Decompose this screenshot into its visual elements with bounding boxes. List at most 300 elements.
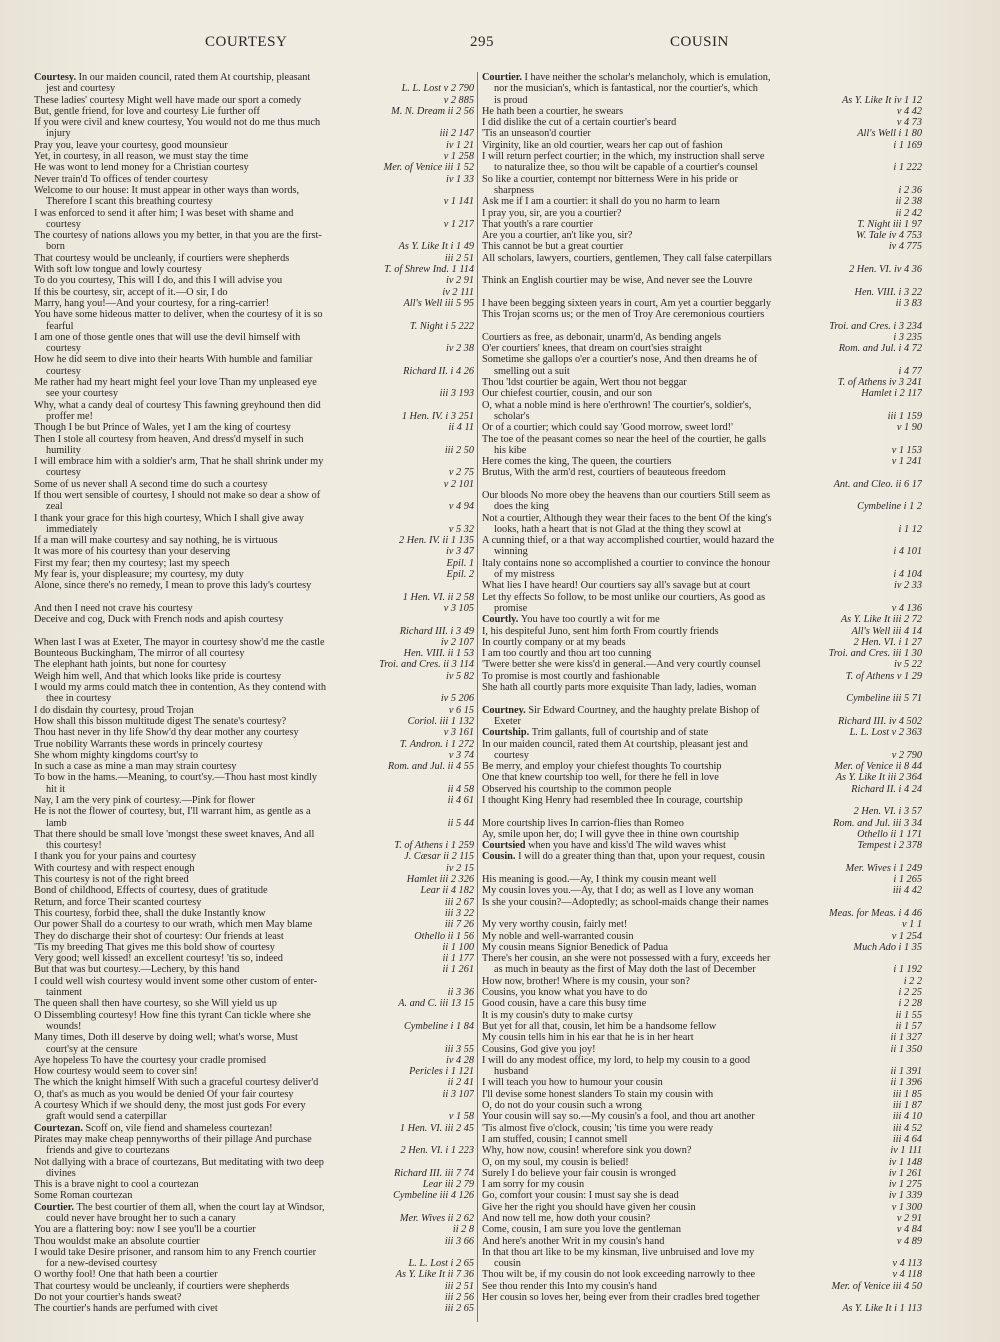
quotation-text: He hath been a courtier, he swears [482, 105, 624, 117]
concordance-entry [34, 1032, 474, 1055]
concordance-entry [482, 795, 922, 818]
concordance-entry [34, 1157, 474, 1180]
play-reference: iv 2 15 [445, 862, 474, 874]
concordance-entry [34, 1123, 474, 1134]
quotation-continuation: zeal [46, 501, 63, 513]
quotation-text: Sometime she gallops o'er a courtier's nose, And then dreams he of [482, 354, 758, 366]
play-reference: v 4 113 [892, 1258, 922, 1270]
quotation-continuation: tainment [46, 987, 83, 999]
concordance-entry [34, 490, 474, 513]
concordance-entry [34, 1202, 474, 1225]
play-reference: iii 7 26 [444, 919, 474, 931]
play-reference: ii 5 44 [447, 817, 474, 829]
play-reference: iii 2 67 [444, 896, 474, 908]
play-reference: iii 4 42 [892, 885, 922, 897]
concordance-entry [482, 1236, 922, 1247]
concordance-entry [34, 106, 474, 117]
concordance-entry [34, 535, 474, 546]
play-reference: v 5 32 [448, 523, 474, 535]
concordance-entry [34, 422, 474, 433]
play-reference: ii 1 100 [442, 941, 474, 953]
concordance-entry [34, 976, 474, 999]
quotation-text: All scholars, lawyers, courtiers, gentlemen, They call false caterpillars [482, 252, 772, 264]
quotation-text: A courtesy Which if we should deny, the most just gods For every [34, 1100, 306, 1112]
play-reference: T. Andron. i 1 272 [399, 738, 474, 750]
concordance-entry [34, 1134, 474, 1157]
play-reference: iii 1 159 [887, 410, 922, 422]
concordance-entry [34, 1010, 474, 1033]
play-reference: ii 4 58 [447, 783, 474, 795]
play-reference: v 2 790 [891, 749, 922, 761]
quotation-text: Do not your courtier's hands sweat? [34, 1292, 182, 1304]
play-reference: L. L. Lost v 2 790 [401, 83, 474, 95]
play-reference: As Y. Like It iii 2 72 [840, 614, 922, 626]
quotation-text: O'er courtiers' knees, that dream on court'sies straight [482, 343, 703, 355]
play-reference: iii 1 87 [892, 1100, 922, 1112]
concordance-entry [34, 253, 474, 264]
concordance-entry [482, 1202, 922, 1213]
quotation-continuation: thee in courtesy [46, 693, 112, 705]
quotation-text: And here's another Writ in my cousin's hand [482, 1235, 665, 1247]
quotation-continuation: humility [46, 444, 81, 456]
headword: Courtesy. [34, 72, 79, 83]
concordance-entry [34, 151, 474, 162]
quotation-text: If you were civil and knew courtesy, You would not do me thus much [34, 117, 321, 129]
play-reference: v 2 75 [448, 467, 474, 479]
quotation-text: I will return perfect courtier; in the which, my instruction shall serve [482, 151, 765, 163]
headword: Courtier. [482, 72, 525, 83]
concordance-entry [34, 1089, 474, 1100]
page-number: 295 [470, 34, 494, 50]
concordance-entry [482, 1134, 922, 1145]
play-reference: iv 1 33 [445, 173, 474, 185]
quotation-continuation: immediately [46, 523, 98, 535]
concordance-entry [482, 705, 922, 728]
play-reference: 2 Hen. VI. i 1 223 [400, 1145, 474, 1157]
quotation-text: Our bloods No more obey the heavens than our courtiers Still seem as [482, 489, 771, 501]
quotation-text: O, on my soul, my cousin is belied! [482, 1156, 629, 1168]
concordance-entry [34, 1100, 474, 1123]
quotation-continuation: fearful [46, 320, 74, 332]
concordance-entry [34, 761, 474, 772]
concordance-entry [34, 772, 474, 795]
play-reference: Much Ado i 1 35 [853, 941, 922, 953]
play-reference: v 2 91 [896, 1212, 922, 1224]
quotation-text: Ask me if I am a courtier: it shall do you no harm to learn [482, 196, 720, 208]
concordance-entry [482, 1100, 922, 1111]
play-reference: 2 Hen. VI. iv 4 36 [849, 264, 922, 276]
concordance-entry [482, 513, 922, 536]
quotation-text: In courtly company or at my beads [482, 636, 626, 648]
play-reference: iv 1 148 [888, 1156, 922, 1168]
play-reference: ii 1 55 [895, 1009, 922, 1021]
concordance-entry [34, 377, 474, 400]
play-reference: Richard III. iv 4 502 [838, 715, 922, 727]
play-reference: v 3 74 [448, 749, 474, 761]
headword: Courtship. [482, 727, 532, 739]
concordance-entry [482, 727, 922, 738]
concordance-entry [482, 1190, 922, 1201]
quotation-text: With courtesy and with respect enough [34, 862, 195, 874]
quotation-text: How now, brother! Where is my cousin, your son? [482, 975, 690, 987]
quotation-text: When last I was at Exeter, The mayor in courtesy show'd me the castle [34, 636, 325, 648]
quotation-continuation: wounds! [46, 1020, 82, 1032]
quotation-text: I thank you for your pains and courtesy [34, 851, 197, 863]
quotation-continuation: lamb [46, 817, 67, 829]
concordance-entry [482, 1157, 922, 1168]
concordance-entry [34, 682, 474, 705]
quotation-text: 'Tis almost five o'clock, cousin; 'tis time you were ready [482, 1122, 714, 1134]
quotation-continuation: nor the musician's, which is fantastical, nor the courtier's, which [494, 83, 758, 95]
quotation-text: Never train'd To offices of tender courtesy [34, 173, 209, 185]
play-reference: i 1 265 [893, 874, 922, 886]
quotation-text: I am one of those gentle ones that will use the devil himself with [34, 331, 301, 343]
concordance-entry [34, 558, 474, 569]
quotation-text: I would my arms could match thee in contention, As they contend with [34, 682, 326, 694]
play-reference: All's Well iii 5 95 [403, 297, 474, 309]
concordance-entry [482, 400, 922, 423]
quotation-text: Come, cousin, I am sure you love the gentleman [482, 1224, 682, 1236]
play-reference: iv 2 38 [445, 343, 474, 355]
quotation-text: 'Tis my breeding That gives me this bold show of courtesy [34, 941, 275, 953]
quotation-continuation: courtesy [46, 218, 81, 230]
quotation-text: But, gentle friend, for love and courtesy Lie further off [34, 105, 260, 117]
quotation-continuation: courtesy [46, 365, 81, 377]
quotation-text: She hath all courtly parts more exquisite Than lady, ladies, woman [482, 682, 757, 694]
quotation-continuation: is proud [494, 94, 528, 106]
quotation-text: Bounteous Buckingham, The mirror of all courtesy [34, 648, 245, 660]
concordance-entry [482, 1179, 922, 1190]
concordance-entry [482, 241, 922, 252]
play-reference: Mer. Wives ii 2 62 [399, 1212, 474, 1224]
play-reference: iv 1 339 [888, 1190, 922, 1202]
quotation-text: I will embrace him with a soldier's arm, That he shall shrink under my [34, 456, 324, 468]
play-reference: i 3 235 [893, 331, 922, 343]
play-reference: iii 2 50 [444, 444, 474, 456]
quotation-text: You have too courtly a wit for me [520, 614, 660, 626]
concordance-entry [34, 1224, 474, 1235]
quotation-text: Thou 'ldst courtier be again, Wert thou not beggar [482, 377, 687, 389]
quotation-text: In our maiden council, rated them At courtship, pleasant jest and [482, 738, 748, 750]
quotation-continuation: injury [46, 128, 71, 140]
quotation-text: I thank your grace for this high courtesy, Which I shall give away [34, 512, 304, 524]
concordance-entry [482, 174, 922, 197]
quotation-text: My fear is, your displeasure; my courtesy, my duty [34, 569, 244, 581]
play-reference: Richard II. i 4 24 [851, 783, 922, 795]
concordance-entry [34, 434, 474, 457]
quotation-text: Not dallying with a brace of courtezans, But meditating with two deep [34, 1156, 324, 1168]
quotation-text: Alone, since there's no remedy, I mean to prove this lady's courtesy [34, 580, 312, 592]
quotation-text: I do disdain thy courtesy, proud Trojan [34, 704, 194, 716]
concordance-entry [482, 1089, 922, 1100]
quotation-text: I'll devise some honest slanders To stain my cousin with [482, 1088, 714, 1100]
play-reference: Mer. of Venice iii 1 52 [383, 162, 474, 174]
quotation-text: That youth's a rare courtier [482, 218, 594, 230]
play-reference: Richard II. i 4 26 [403, 365, 474, 377]
quotation-text: O, that's as much as you would be denied Of your fair courtesy [34, 1088, 294, 1100]
concordance-entry [34, 1179, 474, 1190]
play-reference: Epil. 2 [446, 569, 474, 581]
quotation-text: Though I be but Prince of Wales, yet I am the king of courtesy [34, 422, 291, 434]
concordance-entry [482, 1224, 922, 1235]
quotation-text: Think an English courtier may be wise, And never see the Louvre [482, 275, 753, 287]
quotation-text: I could well wish courtesy would invent some other custom of enter- [34, 975, 318, 987]
concordance-entry [482, 761, 922, 772]
quotation-text: See thou render this Into my cousin's hand [482, 1280, 657, 1292]
quotation-text: Nay, I am the very pink of courtesy.—Pink for flower [34, 795, 255, 806]
play-reference: i 2 2 [903, 975, 922, 987]
concordance-entry [482, 456, 922, 467]
play-reference: v 1 141 [443, 196, 474, 208]
concordance-entry [482, 128, 922, 139]
quotation-text: How courtesy would seem to cover sin! [34, 1066, 198, 1078]
concordance-entry [34, 851, 474, 862]
concordance-entry [482, 987, 922, 998]
concordance-entry [482, 897, 922, 920]
play-reference: ii 1 391 [890, 1066, 922, 1078]
concordance-entry [482, 1123, 922, 1134]
concordance-entry [34, 1303, 474, 1314]
quotation-text: O, do not do your cousin such a wrong [482, 1100, 642, 1112]
quotation-text: How shall this bisson multitude digest The senate's courtesy? [34, 715, 287, 727]
quotation-text: I have neither the scholar's melancholy, which is emulation, [524, 72, 771, 83]
concordance-entry [482, 467, 922, 490]
play-reference: Rom. and Jul. i 4 72 [838, 343, 922, 355]
play-reference: Rom. and Jul. ii 4 55 [387, 761, 474, 773]
headword: Courtsied [482, 840, 529, 852]
quotation-text: Our chiefest courtier, cousin, and our son [482, 388, 653, 400]
play-reference: v 4 73 [896, 117, 922, 129]
quotation-continuation: cousin [494, 1258, 521, 1270]
left-running-head: COURTESY [205, 34, 288, 50]
play-reference: iii 2 65 [444, 1303, 474, 1315]
quotation-text: If this be courtesy, sir, accept of it.—O sir, I do [34, 286, 228, 298]
concordance-entry [34, 230, 474, 253]
play-reference: v 1 58 [448, 1111, 474, 1123]
quotation-continuation: his kibe [494, 444, 527, 456]
quotation-text: The courtesy of nations allows you my better, in that you are the first- [34, 230, 322, 242]
quotation-text: You are a flattering boy: now I see you'll be a courtier [34, 1224, 256, 1236]
quotation-text: The queen shall then have courtesy, so she Will yield us up [34, 998, 277, 1010]
quotation-text: Not a courtier, Although they wear their faces to the bent Of the king's [482, 512, 772, 524]
quotation-text: It was more of his courtesy than your deserving [34, 546, 231, 558]
concordance-entry [482, 648, 922, 659]
quotation-text: Give her the right you should have given her cousin [482, 1201, 696, 1213]
quotation-text: If thou wert sensible of courtesy, I should not make so dear a show of [34, 489, 321, 501]
play-reference: v 4 89 [896, 1235, 922, 1247]
play-reference: Cymbeline i 1 2 [857, 501, 922, 513]
quotation-text: I was enforced to send it after him; I was beset with shame and [34, 207, 294, 219]
play-reference: Richard III. iii 7 74 [394, 1167, 474, 1179]
quotation-text: True nobility Warrants these words in princely courtesy [34, 738, 263, 750]
play-reference: i 4 101 [893, 546, 922, 558]
concordance-entry [482, 1077, 922, 1088]
play-reference: Hen. VIII. ii 1 53 [403, 648, 474, 660]
quotation-text: This Trojan scorns us; or the men of Troy Are ceremonious courtiers [482, 309, 765, 321]
concordance-entry [34, 614, 474, 637]
play-reference: v 1 254 [891, 930, 922, 942]
quotation-text: Then I stole all courtesy from heaven, And dress'd myself in such [34, 433, 304, 445]
quotation-text: How he did seem to dive into their hearts With humble and familiar [34, 354, 313, 366]
play-reference: T. Night iii 1 97 [857, 218, 922, 230]
concordance-entry [482, 874, 922, 885]
play-reference: Cymbeline iii 5 71 [846, 693, 922, 705]
concordance-entry [482, 1247, 922, 1270]
quotation-text: Observed his courtship to the common people [482, 783, 672, 795]
quotation-text: Surely I do believe your fair cousin is wronged [482, 1167, 676, 1179]
play-reference: Coriol. iii 1 132 [407, 715, 474, 727]
quotation-text: This is a brave night to cool a courtezan [34, 1179, 199, 1191]
concordance-entry [34, 162, 474, 173]
play-reference: Mer. of Venice ii 8 44 [834, 761, 922, 773]
quotation-text: 'Tis an unseason'd courtier [482, 128, 591, 140]
concordance-entry [482, 151, 922, 174]
concordance-entry [482, 196, 922, 207]
quotation-text: Brutus, With the arm'd rest, courtiers of beauteous freedom [482, 467, 726, 479]
quotation-text: Thou wilt be, if my cousin do not look exceeding narrowly to thee [482, 1269, 756, 1281]
concordance-entry [482, 659, 922, 670]
play-reference: i 1 192 [893, 964, 922, 976]
headword: Courtly. [482, 614, 521, 626]
play-reference: i 4 104 [893, 569, 922, 581]
concordance-entry [482, 840, 922, 851]
quotation-text: This courtesy is not of the right breed [34, 874, 189, 886]
quotation-text: I will do a greater thing than that, upon your request, cousin [518, 851, 765, 863]
quotation-text: Deceive and cog, Duck with French nods and apish courtesy [34, 614, 284, 626]
quotation-text: Yet, in courtesy, in all reason, we must stay the time [34, 151, 249, 163]
concordance-entry [34, 546, 474, 557]
quotation-text: I am stuffed, cousin; I cannot smell [482, 1133, 628, 1145]
concordance-entry [34, 942, 474, 953]
concordance-entry [34, 919, 474, 930]
play-reference: v 4 118 [892, 1269, 922, 1281]
concordance-entry [482, 343, 922, 354]
play-reference: v 2 101 [443, 478, 474, 490]
play-reference: v 1 1 [901, 919, 922, 931]
concordance-entry [482, 434, 922, 457]
play-reference: ii 2 8 [452, 1224, 474, 1236]
play-reference: All's Well i 1 80 [857, 128, 922, 140]
quotation-text: Courtiers as free, as debonair, unarm'd, As bending angels [482, 331, 722, 343]
concordance-entry [34, 750, 474, 761]
concordance-entry [34, 897, 474, 908]
concordance-entry [34, 908, 474, 919]
quotation-text: The best courtier of them all, when the court lay at Windsor, [76, 1201, 325, 1213]
play-reference: As Y. Like It ii 7 36 [395, 1269, 474, 1281]
quotation-text: Me rather had my heart might feel your love Than my unpleased eye [34, 377, 317, 389]
play-reference: Lear iii 2 79 [422, 1179, 474, 1191]
quotation-text: Be merry, and employ your chiefest thoughts To courtship [482, 761, 722, 773]
concordance-entry [34, 659, 474, 670]
quotation-text: Why, how now, cousin! wherefore sink you down? [482, 1145, 692, 1157]
play-reference: L. L. Lost i 2 65 [408, 1258, 474, 1270]
page-header [0, 34, 1000, 58]
quotation-continuation: as much in beauty as the first of May doth the last of December [494, 964, 756, 976]
concordance-entry [34, 185, 474, 208]
concordance-entry [482, 388, 922, 399]
play-reference: M. N. Dream ii 2 56 [391, 105, 474, 117]
concordance-entry [34, 953, 474, 964]
quotation-text: Let thy effects So follow, to be most unlike our courtiers, As good as [482, 591, 766, 603]
quotation-text: I will teach you how to humour your cousin [482, 1077, 663, 1089]
quotation-continuation: courtesy [46, 343, 81, 355]
quotation-continuation: promise [494, 602, 528, 614]
play-reference: iii 2 147 [439, 128, 474, 140]
concordance-entry [34, 264, 474, 275]
quotation-continuation: could never have brought her to such a canary [46, 1212, 236, 1224]
quotation-text: Pirates may make cheap pennyworths of their pillage And purchase [34, 1133, 312, 1145]
concordance-entry [34, 95, 474, 106]
play-reference: All's Well iii 4 14 [851, 625, 922, 637]
play-reference: ii 1 327 [890, 1032, 922, 1044]
concordance-entry [482, 851, 922, 874]
concordance-entry [34, 931, 474, 942]
concordance-entry [482, 332, 922, 343]
headword: Courtezan. [34, 1122, 86, 1134]
quotation-text: And then I need not crave his courtesy [34, 602, 193, 614]
play-reference: Pericles i 1 121 [409, 1066, 474, 1078]
play-reference: ii 2 42 [895, 207, 922, 219]
play-reference: i 1 169 [893, 139, 922, 151]
quotation-text: What lies I have heard! Our courtiers say all's savage but at court [482, 580, 751, 592]
concordance-entry [482, 106, 922, 117]
play-reference: 1 Hen. IV. i 3 251 [401, 410, 474, 422]
play-reference: As Y. Like It iii 2 364 [835, 772, 922, 784]
play-reference: iii 3 66 [444, 1235, 474, 1247]
quotation-text: In that thou art like to be my kinsman, live unbruised and love my [482, 1246, 755, 1258]
play-reference: i 2 25 [898, 987, 922, 999]
concordance-entry [34, 580, 474, 603]
play-reference: iv 2 107 [440, 636, 474, 648]
quotation-text: They do discharge their shot of courtesy: Our friends at least [34, 930, 284, 942]
play-reference: Othello ii 1 56 [414, 930, 474, 942]
play-reference: ii 4 61 [447, 795, 474, 806]
concordance-entry [34, 1236, 474, 1247]
play-reference: T. of Athens iv 3 241 [837, 377, 922, 389]
play-reference: ii 1 350 [890, 1043, 922, 1055]
concordance-entry [482, 377, 922, 388]
play-reference: ii 1 177 [442, 953, 474, 965]
play-reference: Hamlet iii 2 326 [406, 874, 474, 886]
quotation-continuation: scholar's [494, 410, 530, 422]
quotation-text: Trim gallants, full of courtship and of state [531, 727, 709, 739]
play-reference: Tempest i 2 378 [857, 840, 922, 852]
quotation-text: I would take Desire prisoner, and ransom him to any French courtier [34, 1246, 317, 1258]
concordance-entry [34, 456, 474, 479]
quotation-text: Marry, hang you!—And your courtesy, for a ring-carrier! [34, 297, 270, 309]
concordance-entry [482, 208, 922, 219]
quotation-continuation: graft would send a caterpillar [46, 1111, 167, 1123]
quotation-text: And now tell me, how doth your cousin? [482, 1212, 651, 1224]
concordance-entry [482, 580, 922, 591]
quotation-text: My cousin loves you.—Ay, that I do; as well as I love any woman [482, 885, 754, 897]
play-reference: iv 2 111 [442, 286, 474, 298]
quotation-text: Some Roman courtezan [34, 1190, 133, 1202]
concordance-entry [34, 874, 474, 885]
quotation-continuation: court'sy at the censure [46, 1043, 138, 1055]
concordance-entry [34, 1066, 474, 1077]
quotation-text: Scoff on, vile fiend and shameless courtezan! [85, 1122, 273, 1134]
quotation-text: He is not the flower of courtesy, but, I'll warrant him, as gentle as a [34, 806, 311, 818]
headword: Courtney. [482, 704, 529, 716]
concordance-entry [482, 784, 922, 795]
quotation-text: Cousins, you know what you have to do [482, 987, 648, 999]
quotation-text: You have some hideous matter to deliver, when the courtesy of it is so [34, 309, 323, 321]
play-reference: i 1 222 [893, 162, 922, 174]
concordance-entry [34, 354, 474, 377]
play-reference: iii 2 56 [444, 1292, 474, 1304]
concordance-entry [34, 1055, 474, 1066]
